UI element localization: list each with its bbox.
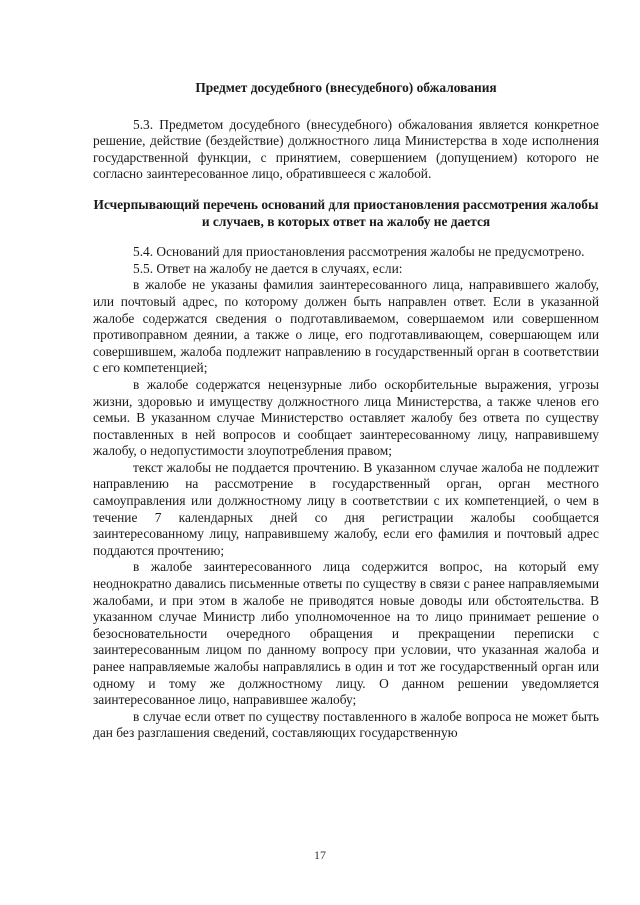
page-number: 17 xyxy=(314,848,326,862)
document-body xyxy=(93,80,599,742)
case-item-repeated-question: в жалобе заинтересованного лица содержится вопрос, на который ему неоднократно давались письменные ответы по существу в связи с ранее направляемыми жалобами, и при этом в жалобе не приводятся новые доводы или обстоятельства. В указанном случае Министр либо уполномоченное на то лицо принимает решение о безосновательности очередного обращения и прекращении переписки с заинтересованным лицом по данному вопросу при условии, что указанная жалоба и ранее направляемые жалобы направлялись в один и тот же государственный орган или одному и тому же должностному лицу. О данном решении уведомляется заинтересованное лицо, направившее жалобу; xyxy=(93,559,599,708)
case-item-unreadable-text: текст жалобы не поддается прочтению. В указанном случае жалоба не подлежит направлению на рассмотрение в государственный орган, орган местного самоуправления или должностному лицу в соответствии с их компетенцией, о чем в течение 7 календарных дней со дня регистрации жалобы сообщается заинтересованному лицу, направившему жалобу, если его фамилия и почтовый адрес поддаются прочтению; xyxy=(93,459,599,558)
paragraph-5-3: 5.3. Предметом досудебного (внесудебного) обжалования является конкретное решение, действие (бездействие) должностного лица Министерства в ходе исполнения государственной функции, с принятием, совершением (допущением) которого не согласно заинтересованное лицо, обратившееся с жалобой. xyxy=(93,116,599,182)
paragraph-5-4: 5.4. Оснований для приостановления рассмотрения жалобы не предусмотрено. xyxy=(133,244,585,260)
case-item-no-surname: в жалобе не указаны фамилия заинтересованного лица, направившего жалобу, или почтовый адрес, по которому должен быть направлен ответ. Если в указанной жалобе содержатся сведения о подготавливаемом, совершаемом или совершенном противоправном деянии, а также о лице, его подготавливающем, совершающем или совершившем, жалоба подлежит направлению в государственный орган в соответствии с его компетенцией; xyxy=(93,277,599,376)
section-heading-grounds-for-suspension: Исчерпывающий перечень оснований для приостановления рассмотрения жалобы и случаев, в которых ответ на жалобу не дается xyxy=(93,196,599,229)
case-item-state-secret: в случае если ответ по существу поставленного в жалобе вопроса не может быть дан без разглашения сведений, составляющих государственную xyxy=(93,708,599,741)
case-item-obscene-language: в жалобе содержатся нецензурные либо оскорбительные выражения, угрозы жизни, здоровью и имуществу должностного лица Министерства, а также членов его семьи. В указанном случае Министерство оставляет жалобу без ответа по существу поставленных в ней вопросов и сообщает заинтересованному лицу, направившему жалобу, о недопустимости злоупотребления правом; xyxy=(93,376,599,459)
section-heading-subject-of-appeal: Предмет досудебного (внесудебного) обжалования xyxy=(195,80,497,95)
paragraph-5-5: 5.5. Ответ на жалобу не дается в случаях, если: xyxy=(133,260,403,276)
